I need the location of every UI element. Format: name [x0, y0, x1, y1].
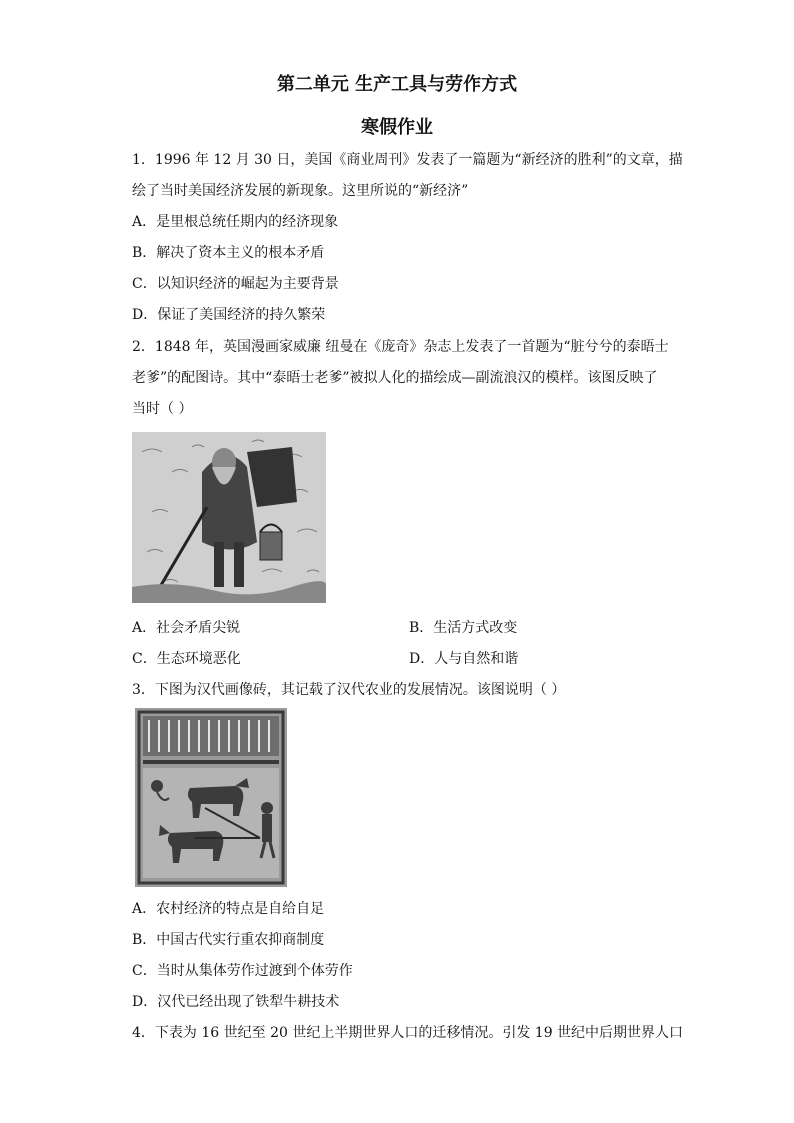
document-title: 第二单元 生产工具与劳作方式 — [276, 74, 518, 95]
question-4-stem-line-1: 4．下表为 16 世纪至 20 世纪上半期世界人口的迁移情况。引发 19 世纪中后期世界人口 — [132, 1025, 684, 1041]
question-2-option-a: A．社会矛盾尖锐 — [132, 620, 241, 636]
question-2-stem-line-1: 2．1848 年，英国漫画家威廉 纽曼在《庞奇》杂志上发表了一首题为“脏兮兮的泰晤士 — [132, 339, 669, 355]
question-3-option-b: B．中国古代实行重农抑商制度 — [132, 932, 325, 948]
question-1-stem-line-1: 1．1996 年 12 月 30 日，美国《商业周刊》发表了一篇题为“新经济的胜利”的文章，描 — [132, 152, 683, 168]
question-3-stem-line-1: 3．下图为汉代画像砖，其记载了汉代农业的发展情况。该图说明（ ） — [132, 682, 566, 698]
question-2-option-c: C．生态环境恶化 — [132, 651, 241, 667]
question-2-option-b: B．生活方式改变 — [409, 620, 518, 636]
question-1-option-c: C．以知识经济的崛起为主要背景 — [132, 276, 339, 292]
question-3-option-c: C．当时从集体劳作过渡到个体劳作 — [132, 963, 353, 979]
question-2-stem-line-2: 老爹”的配图诗。其中“泰晤士老爹”被拟人化的描绘成—副流浪汉的模样。该图反映了 — [132, 370, 658, 386]
question-2-option-d: D．人与自然和谐 — [409, 651, 519, 667]
question-1-option-a: A．是里根总统任期内的经济现象 — [132, 214, 339, 230]
question-1-stem-line-2: 绘了当时美国经济发展的新现象。这里所说的“新经济” — [132, 183, 469, 199]
han-brick-relief-image — [135, 708, 287, 887]
father-thames-cartoon-image — [132, 432, 326, 603]
question-1-option-d: D．保证了美国经济的持久繁荣 — [132, 307, 326, 323]
question-2-stem-line-3: 当时（ ） — [132, 401, 193, 417]
question-1-option-b: B．解决了资本主义的根本矛盾 — [132, 245, 325, 261]
question-3-option-a: A．农村经济的特点是自给自足 — [132, 901, 325, 917]
question-3-option-d: D．汉代已经出现了铁犁牛耕技术 — [132, 994, 340, 1010]
document-subtitle: 寒假作业 — [361, 117, 433, 138]
